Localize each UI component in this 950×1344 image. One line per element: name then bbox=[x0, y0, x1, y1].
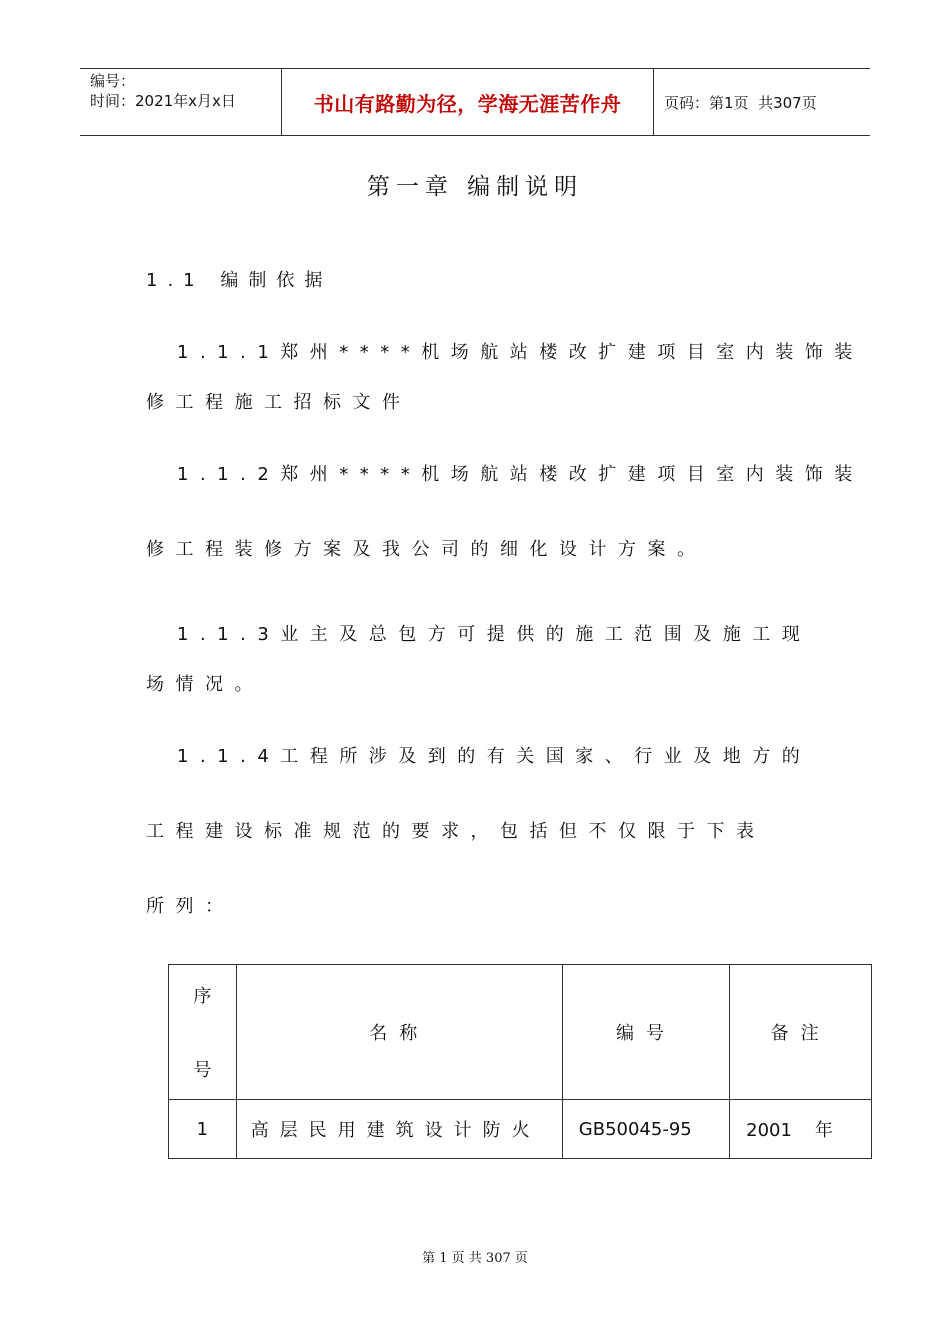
paragraph-line: 场情况。 bbox=[146, 674, 264, 695]
cell-seq: 1 bbox=[169, 1100, 237, 1159]
header-seq bbox=[169, 965, 237, 1100]
paragraph-line: 所列： bbox=[146, 896, 235, 917]
document-date: 时间：2021年x月x日 bbox=[90, 92, 236, 110]
page-header bbox=[80, 68, 870, 136]
cell-name: 高层民用建筑设计防火 bbox=[236, 1100, 562, 1159]
standards-table bbox=[168, 964, 872, 1159]
header-seq-top: 序 bbox=[193, 986, 212, 1007]
chapter-title: 第一章 编制说明 bbox=[366, 174, 584, 200]
cell-code: GB50045-95 bbox=[562, 1100, 729, 1159]
table-header-row bbox=[169, 965, 872, 1100]
paragraph-line: 1.1.3业主及总包方可提供的施工范围及施工现 bbox=[177, 624, 812, 645]
cell-note bbox=[730, 1100, 872, 1159]
footer-page-number: 第 1 页 共 307 页 bbox=[422, 1251, 528, 1266]
paragraph-line: 1.1.4工程所涉及到的有关国家、行业及地方的 bbox=[177, 746, 812, 767]
header-note: 备注 bbox=[730, 965, 872, 1100]
paragraph-line: 修工程装修方案及我公司的细化设计方案。 bbox=[146, 539, 707, 560]
table-row bbox=[169, 1100, 872, 1159]
section-heading: 1.1 编制依据 bbox=[146, 270, 333, 291]
paragraph-line: 1.1.1郑州****机场航站楼改扩建项目室内装饰装 bbox=[177, 342, 864, 363]
header-seq-bottom: 号 bbox=[193, 1060, 212, 1081]
document-number-label: 编号： bbox=[90, 72, 136, 90]
header-page-info bbox=[654, 69, 870, 135]
paragraph-line: 1.1.2郑州****机场航站楼改扩建项目室内装饰装 bbox=[177, 464, 864, 485]
header-code: 编号 bbox=[562, 965, 729, 1100]
header-page-info-text: 页码：第1页 共307页 bbox=[664, 93, 817, 112]
cell-note-text: 2001 年 bbox=[746, 1120, 833, 1141]
paragraph-line: 工程建设标准规范的要求，包括但不仅限于下表 bbox=[146, 821, 766, 842]
paragraph-line: 修工程施工招标文件 bbox=[146, 392, 412, 413]
header-motto: 书山有路勤为径，学海无涯苦作舟 bbox=[281, 69, 654, 135]
header-name: 名称 bbox=[236, 965, 562, 1100]
header-meta bbox=[80, 69, 281, 135]
page-footer bbox=[0, 1247, 950, 1266]
